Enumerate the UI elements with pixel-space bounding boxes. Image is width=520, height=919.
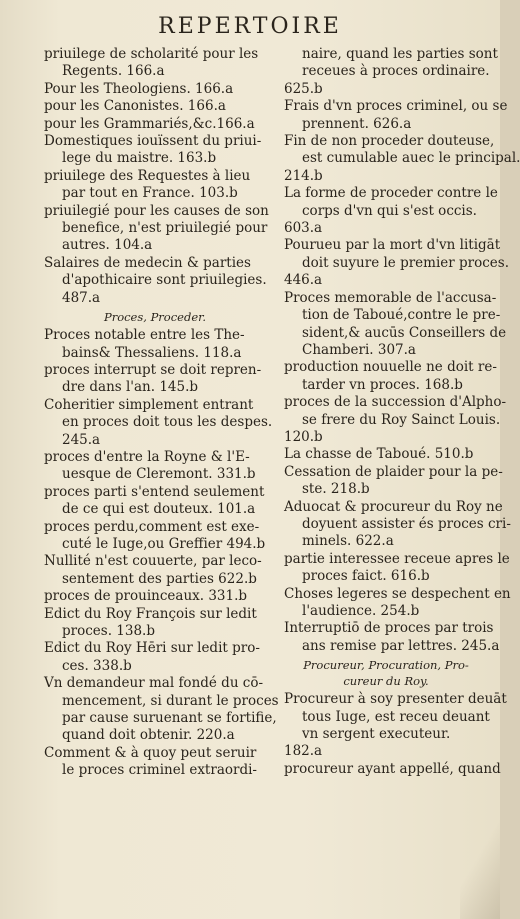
entry-line: de ce qui est douteux. 101.a [62,501,256,518]
entry-line: Proces memorable de l'accusa- [284,289,497,306]
index-entry [44,675,279,745]
entry-line: proces interrupt se doit repren- [44,361,262,378]
entry-line: ces. 338.b [62,657,132,674]
index-entry [44,168,266,203]
index-entry [44,484,266,519]
index-entry [284,133,520,185]
index-entry [44,519,266,554]
entry-line: Proces notable entre les The- [44,327,245,344]
entry-line: en proces doit tous les despes. [62,414,273,431]
entry-line: tous Iuge, est receu deuant [302,708,490,725]
entry-line: se frere du Roy Sainct Louis. [302,411,501,428]
entry-line: 603.a [284,220,323,237]
index-entry [284,550,510,586]
entry-line: 625.b [284,80,323,97]
entry-line: tarder vn proces. 168.b [302,376,463,393]
entry-line: La chasse de Taboué. 510.b [284,446,474,463]
index-entry [44,255,266,307]
index-entry [44,327,266,362]
entry-line: tion de Taboué,contre le pre- [302,307,501,324]
entry-line: La forme de proceder contre le [284,185,498,202]
entry-line: priuilege de scholarité pour les [44,46,259,62]
index-entry [44,396,273,449]
entry-line: 182.a [284,743,323,760]
index-entry [284,585,511,621]
entry-line: Comment & à quoy peut seruir [44,744,257,761]
index-entry [44,46,266,81]
index-entry [44,116,266,133]
entry-line: Edict du Roy Hēri sur ledit pro- [44,640,260,657]
running-header: REPERTOIRE [158,14,342,39]
rubric-line: Procureur, Procuration, Pro- [303,658,469,673]
entry-line: proces. 138.b [62,623,155,639]
section-rubric [44,309,266,325]
index-entry [44,588,266,605]
rubric-line: Proces, Proceder. [103,310,207,325]
entry-line: Domestiques iouïssent du priui- [44,133,262,150]
entry-line: Frais d'vn proces criminel, ou se [284,98,508,115]
entry-line: pour les Canonistes. 166.a [44,98,226,115]
entry-line: cuté le Iuge,ou Greffier 494.b [62,535,266,552]
entry-line: doyuent assister és proces cri- [302,515,511,532]
entry-line: autres. 104.a [62,237,153,254]
index-entry [284,446,488,463]
entry-line: Pourueu par la mort d'vn litigāt [284,237,501,254]
index-entry [284,463,503,499]
index-entry [44,745,266,780]
entry-line: Salaires de medecin & parties [44,254,251,271]
entry-line: Aduocat & procureur du Roy ne [284,498,503,515]
index-entry [284,46,498,98]
entry-line: pour les Grammariés,&c.166.a [44,115,255,132]
index-entry [284,98,508,133]
index-entry [284,498,511,551]
entry-line: quand doit obtenir. 220.a [62,727,235,744]
entry-line: naire, quand les parties sont [302,46,498,62]
entry-line: receues à proces ordinaire. [302,63,490,80]
index-entry [44,362,266,397]
entry-line: ans remise par lettres. 245.a [302,637,500,654]
entry-line: bains& Thessaliens. 118.a [62,344,242,361]
entry-line: l'audience. 254.b [302,603,420,619]
entry-line: mencement, si durant le proces [62,692,279,709]
entry-line: proces d'entre la Royne & l'E- [44,448,250,465]
entry-line: uesque de Cleremont. 331.b [62,466,256,483]
entry-line: d'apothicaire sont priuilegies. [62,272,267,289]
index-entry [284,760,501,778]
entry-line: proces de prouinceaux. 331.b [44,588,248,605]
rubric-line: cureur du Roy. [343,674,429,689]
entry-line: Procureur à soy presenter deuāt [284,691,507,708]
entry-line: proces de la succession d'Alpho- [284,394,507,411]
index-entry [284,394,507,446]
index-entry [44,606,266,641]
section-rubric [284,657,488,689]
entry-line: par tout en France. 103.b [62,185,238,202]
index-entry [44,202,269,255]
entry-line: Fin de non proceder douteuse, [284,133,495,150]
entry-line: doit suyure le premier proces. [302,254,510,271]
entry-line: 120.b [284,428,323,445]
index-entry [44,98,266,115]
entry-line: 446.a [284,272,323,289]
entry-line: Edict du Roy François sur ledit [44,605,257,622]
entry-line: Coheritier simplement entrant [44,396,254,413]
entry-line: 214.b [284,167,323,184]
entry-line: prennent. 626.a [302,115,412,132]
entry-line: production nouuelle ne doit re- [284,359,497,376]
index-column-left [44,46,279,780]
entry-line: Regents. 166.a [62,63,165,80]
index-column-right [284,46,520,778]
entry-line: Cessation de plaider pour la pe- [284,463,503,480]
entry-line: sident,& aucūs Conseillers de [302,324,507,341]
entry-line: Pour les Theologiens. 166.a [44,80,234,97]
entry-line: Nullité n'est couuerte, par leco- [44,553,262,570]
entry-line: benefice, n'est priuilegié pour [62,220,268,237]
entry-line: Choses legeres se despechent en [284,585,511,602]
entry-line: vn sergent executeur. [302,726,451,743]
index-entry [44,81,266,98]
index-entry [44,553,266,588]
entry-line: proces faict. 616.b [302,568,430,585]
entry-line: lege du maistre. 163.b [62,150,217,167]
entry-line: partie interessee receue apres le [284,550,510,567]
entry-line: Vn demandeur mal fondé du cō- [44,675,264,692]
entry-line: proces parti s'entend seulement [44,483,265,500]
entry-line: sentement des parties 622.b [62,570,257,587]
entry-line: corps d'vn qui s'est occis. [302,202,477,219]
index-entry [284,237,510,289]
index-entry [44,640,266,675]
index-entry [284,289,507,360]
index-entry [284,691,507,761]
entry-line: procureur ayant appellé, quand [284,760,501,777]
entry-line: priuilegié pour les causes de son [44,202,269,219]
entry-line: 487.a [62,289,101,306]
entry-line: par cause suruenant se fortifie, [62,710,277,727]
entry-line: minels. 622.a [302,533,394,550]
entry-line: est cumulable auec le principal. [302,150,520,167]
index-entry [44,133,266,168]
entry-line: 245.a [62,431,101,448]
index-entry [284,359,497,394]
index-entry [284,185,498,237]
entry-line: priuilege des Requestes à lieu [44,167,251,184]
entry-line: ste. 218.b [302,481,370,498]
entry-line: dre dans l'an. 145.b [62,379,199,396]
entry-line: Chamberi. 307.a [302,341,416,358]
entry-line: le proces criminel extraordi- [62,762,257,779]
index-entry [44,449,266,484]
entry-line: proces perdu,comment est exe- [44,518,260,535]
entry-line: Interruptiō de proces par trois [284,620,494,637]
page-curl-shadow [460,819,500,919]
index-entry [284,620,500,655]
